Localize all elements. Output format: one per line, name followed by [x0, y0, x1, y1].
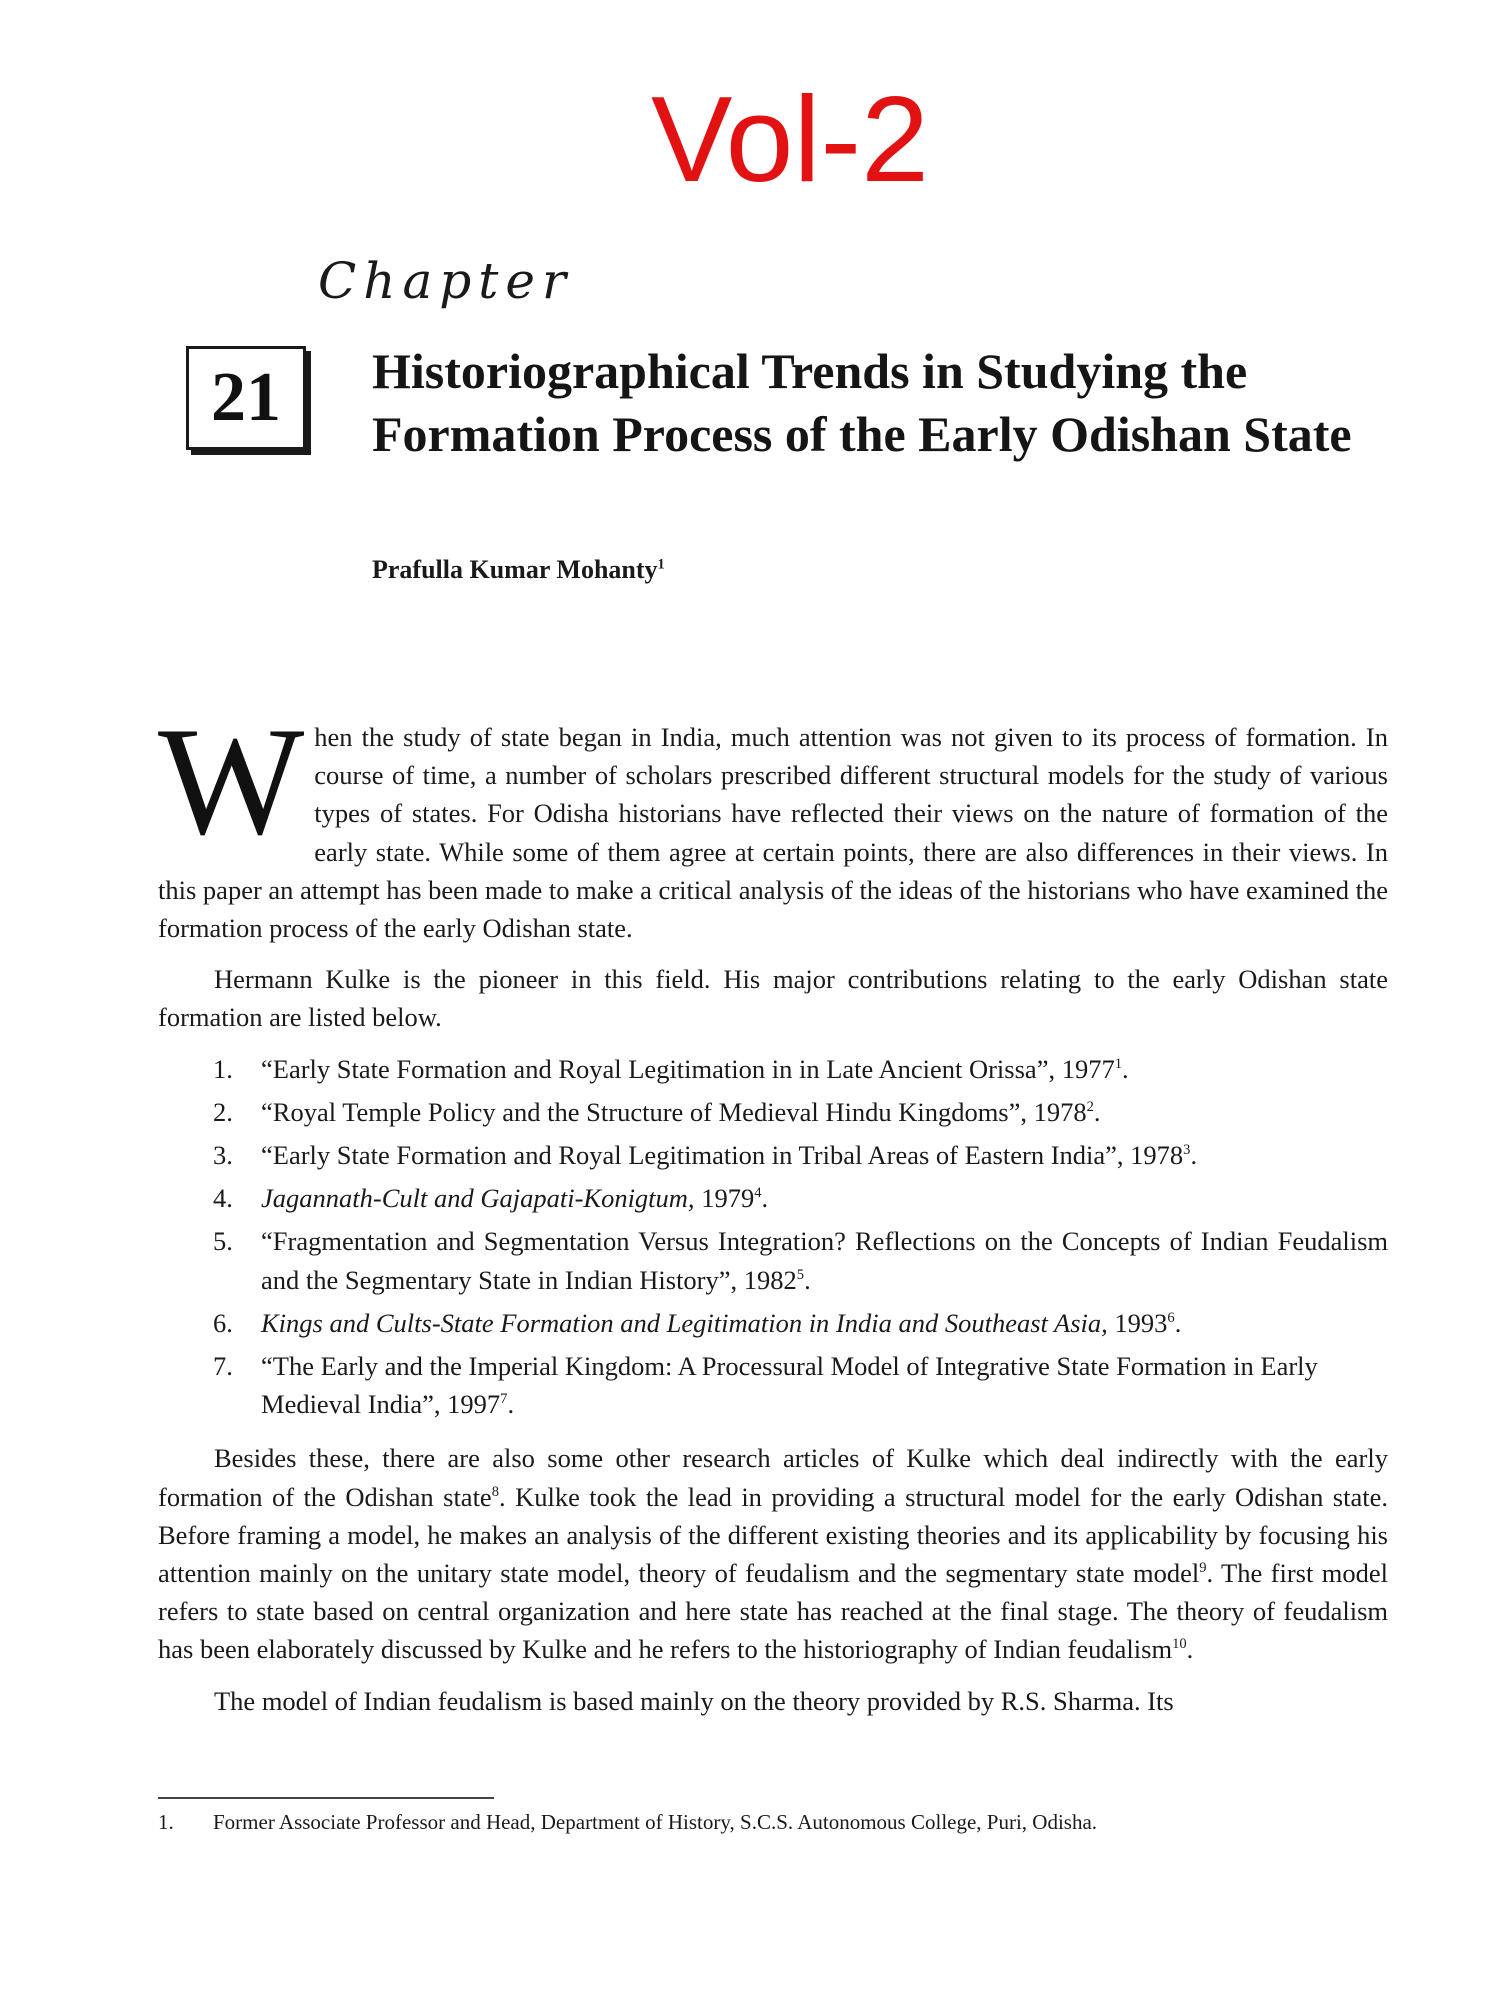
list-item-title: Fragmentation and Segmentation Versus Integration? Reflections on the Concepts of Indian Feudalism and the Segmentary State in Indian History: [261, 1226, 1388, 1295]
footnote-mark-9: 9: [1199, 1560, 1207, 1577]
besides-text-c: . The first model refers to state based on central organization and here state has reached at the final stage. The theory of feudalism has been elaborately discussed by Kulke and he refers to the historiography of Indian feudalism: [158, 1558, 1388, 1665]
list-item-end: .: [507, 1389, 515, 1420]
list-item: [158, 1304, 1388, 1342]
author-footnote-mark: 1: [657, 556, 665, 573]
drop-cap: W: [158, 695, 305, 867]
list-item-footnote-mark: 6: [1167, 1310, 1175, 1327]
list-item-number: 2.: [213, 1096, 233, 1127]
list-item-quote: “: [261, 1096, 273, 1127]
list-item-quote: “: [261, 1226, 273, 1257]
list-item-quote: “: [261, 1053, 273, 1084]
list-item-footnote-mark: 3: [1183, 1142, 1191, 1159]
chapter-word: Chapter: [318, 252, 573, 310]
list-item: [158, 1093, 1388, 1131]
feudalism-paragraph: The model of Indian feudalism is based mainly on the theory provided by R.S. Sharma. Its: [214, 1685, 1174, 1716]
list-item-footnote-mark: 4: [754, 1185, 762, 1202]
list-item-footnote-mark: 1: [1114, 1055, 1122, 1072]
kulke-contributions-list: [158, 1050, 1388, 1424]
chapter-number: 21: [211, 359, 281, 436]
list-item-year: ”, 1982: [718, 1264, 797, 1295]
list-item-number: 5.: [213, 1226, 233, 1257]
author-name: Prafulla Kumar Mohanty: [372, 555, 658, 584]
list-item: [158, 1347, 1388, 1423]
list-item-year: ”, 1977: [1036, 1053, 1115, 1084]
list-item-quote: “: [261, 1351, 273, 1382]
footnote-divider: [158, 1797, 494, 1799]
list-item-end: .: [1093, 1096, 1101, 1127]
footnote-number: 1.: [158, 1810, 174, 1834]
list-item-year: 1979: [694, 1183, 755, 1214]
list-item-number: 3.: [213, 1140, 233, 1171]
chapter-title: Historiographical Trends in Studying the Formation Process of the Early Odishan State: [372, 343, 1352, 462]
list-item: [158, 1222, 1388, 1298]
author-line: [372, 555, 665, 585]
list-item-title: Early State Formation and Royal Legitimation in Tribal Areas of Eastern India: [272, 1140, 1106, 1171]
footnote-mark-10: 10: [1172, 1636, 1187, 1653]
list-item-footnote-mark: 5: [796, 1266, 805, 1283]
footnote-text: Former Associate Professor and Head, Department of History, S.C.S. Autonomous College, Puri, Odisha.: [213, 1810, 1098, 1834]
list-item-end: .: [761, 1183, 769, 1214]
list-item-year: 1993: [1107, 1307, 1168, 1338]
list-item-title: The Early and the Imperial Kingdom: A Processural Model of Integrative State Formation in Early Medieval India: [261, 1351, 1318, 1420]
list-item-title: Early State Formation and Royal Legitimation in in Late Ancient Orissa: [272, 1053, 1037, 1084]
kulke-intro-paragraph: Hermann Kulke is the pioneer in this field. His major contributions relating to the early Odishan state formation are listed below.: [158, 964, 1388, 1033]
besides-text-a: Besides these, there are also some other research articles of Kulke which deal indirectly with the early formation of the Odishan state: [158, 1443, 1388, 1512]
chapter-number-box: [186, 346, 306, 450]
list-item-quote: “: [261, 1140, 273, 1171]
besides-text-b: . Kulke took the lead in providing a structural model for the early Odishan state. Before framing a model, he makes an analysis of the different existing theories and its applicability by focusing his attention mainly on the unitary state model, theory of feudalism and the segmentary state model: [158, 1481, 1388, 1589]
list-item-title: Jagannath-Cult and Gajapati-Konigtum,: [261, 1183, 695, 1214]
list-item-title: Royal Temple Policy and the Structure of Medieval Hindu Kingdoms: [272, 1096, 1009, 1127]
footnote-mark-8: 8: [491, 1483, 499, 1500]
list-item-number: 4.: [213, 1183, 233, 1214]
list-item-footnote-mark: 2: [1086, 1099, 1094, 1115]
list-item: [158, 1179, 1388, 1217]
intro-text: hen the study of state began in India, much attention was not given to its process of formation. In course of time, a number of scholars prescribed different structural models for the study of various types of states. For Odisha historians have reflected their views on the nature of formation of the early state. While some of them agree at certain points, there are also differences in their views. In this paper an attempt has been made to make a critical analysis of the ideas of the historians who have examined the formation process of the early Odishan state.: [158, 722, 1388, 944]
list-item: [158, 1136, 1388, 1174]
list-item-year: ”, 1978: [1008, 1096, 1087, 1127]
list-item-end: .: [1190, 1140, 1198, 1171]
list-item-end: .: [1174, 1307, 1182, 1338]
list-item: [158, 1050, 1388, 1088]
list-item-footnote-mark: 7: [500, 1391, 508, 1408]
besides-text-d: .: [1186, 1634, 1194, 1665]
list-item-year: ”, 1997: [422, 1389, 501, 1420]
list-item-number: 1.: [213, 1053, 233, 1084]
besides-paragraph: [158, 1439, 1388, 1668]
volume-label: Vol-2: [650, 71, 930, 207]
intro-paragraph: [158, 695, 1388, 947]
list-item-end: .: [1121, 1053, 1129, 1084]
list-item-number: 7.: [213, 1351, 233, 1382]
list-item-title: Kings and Cults-State Formation and Legitimation in India and Southeast Asia,: [261, 1307, 1108, 1338]
list-item-end: .: [804, 1264, 811, 1295]
list-item-number: 6.: [213, 1307, 233, 1338]
article-body: [158, 695, 1388, 1733]
list-item-year: ”, 1978: [1105, 1140, 1184, 1171]
footnote: [158, 1810, 1388, 1835]
